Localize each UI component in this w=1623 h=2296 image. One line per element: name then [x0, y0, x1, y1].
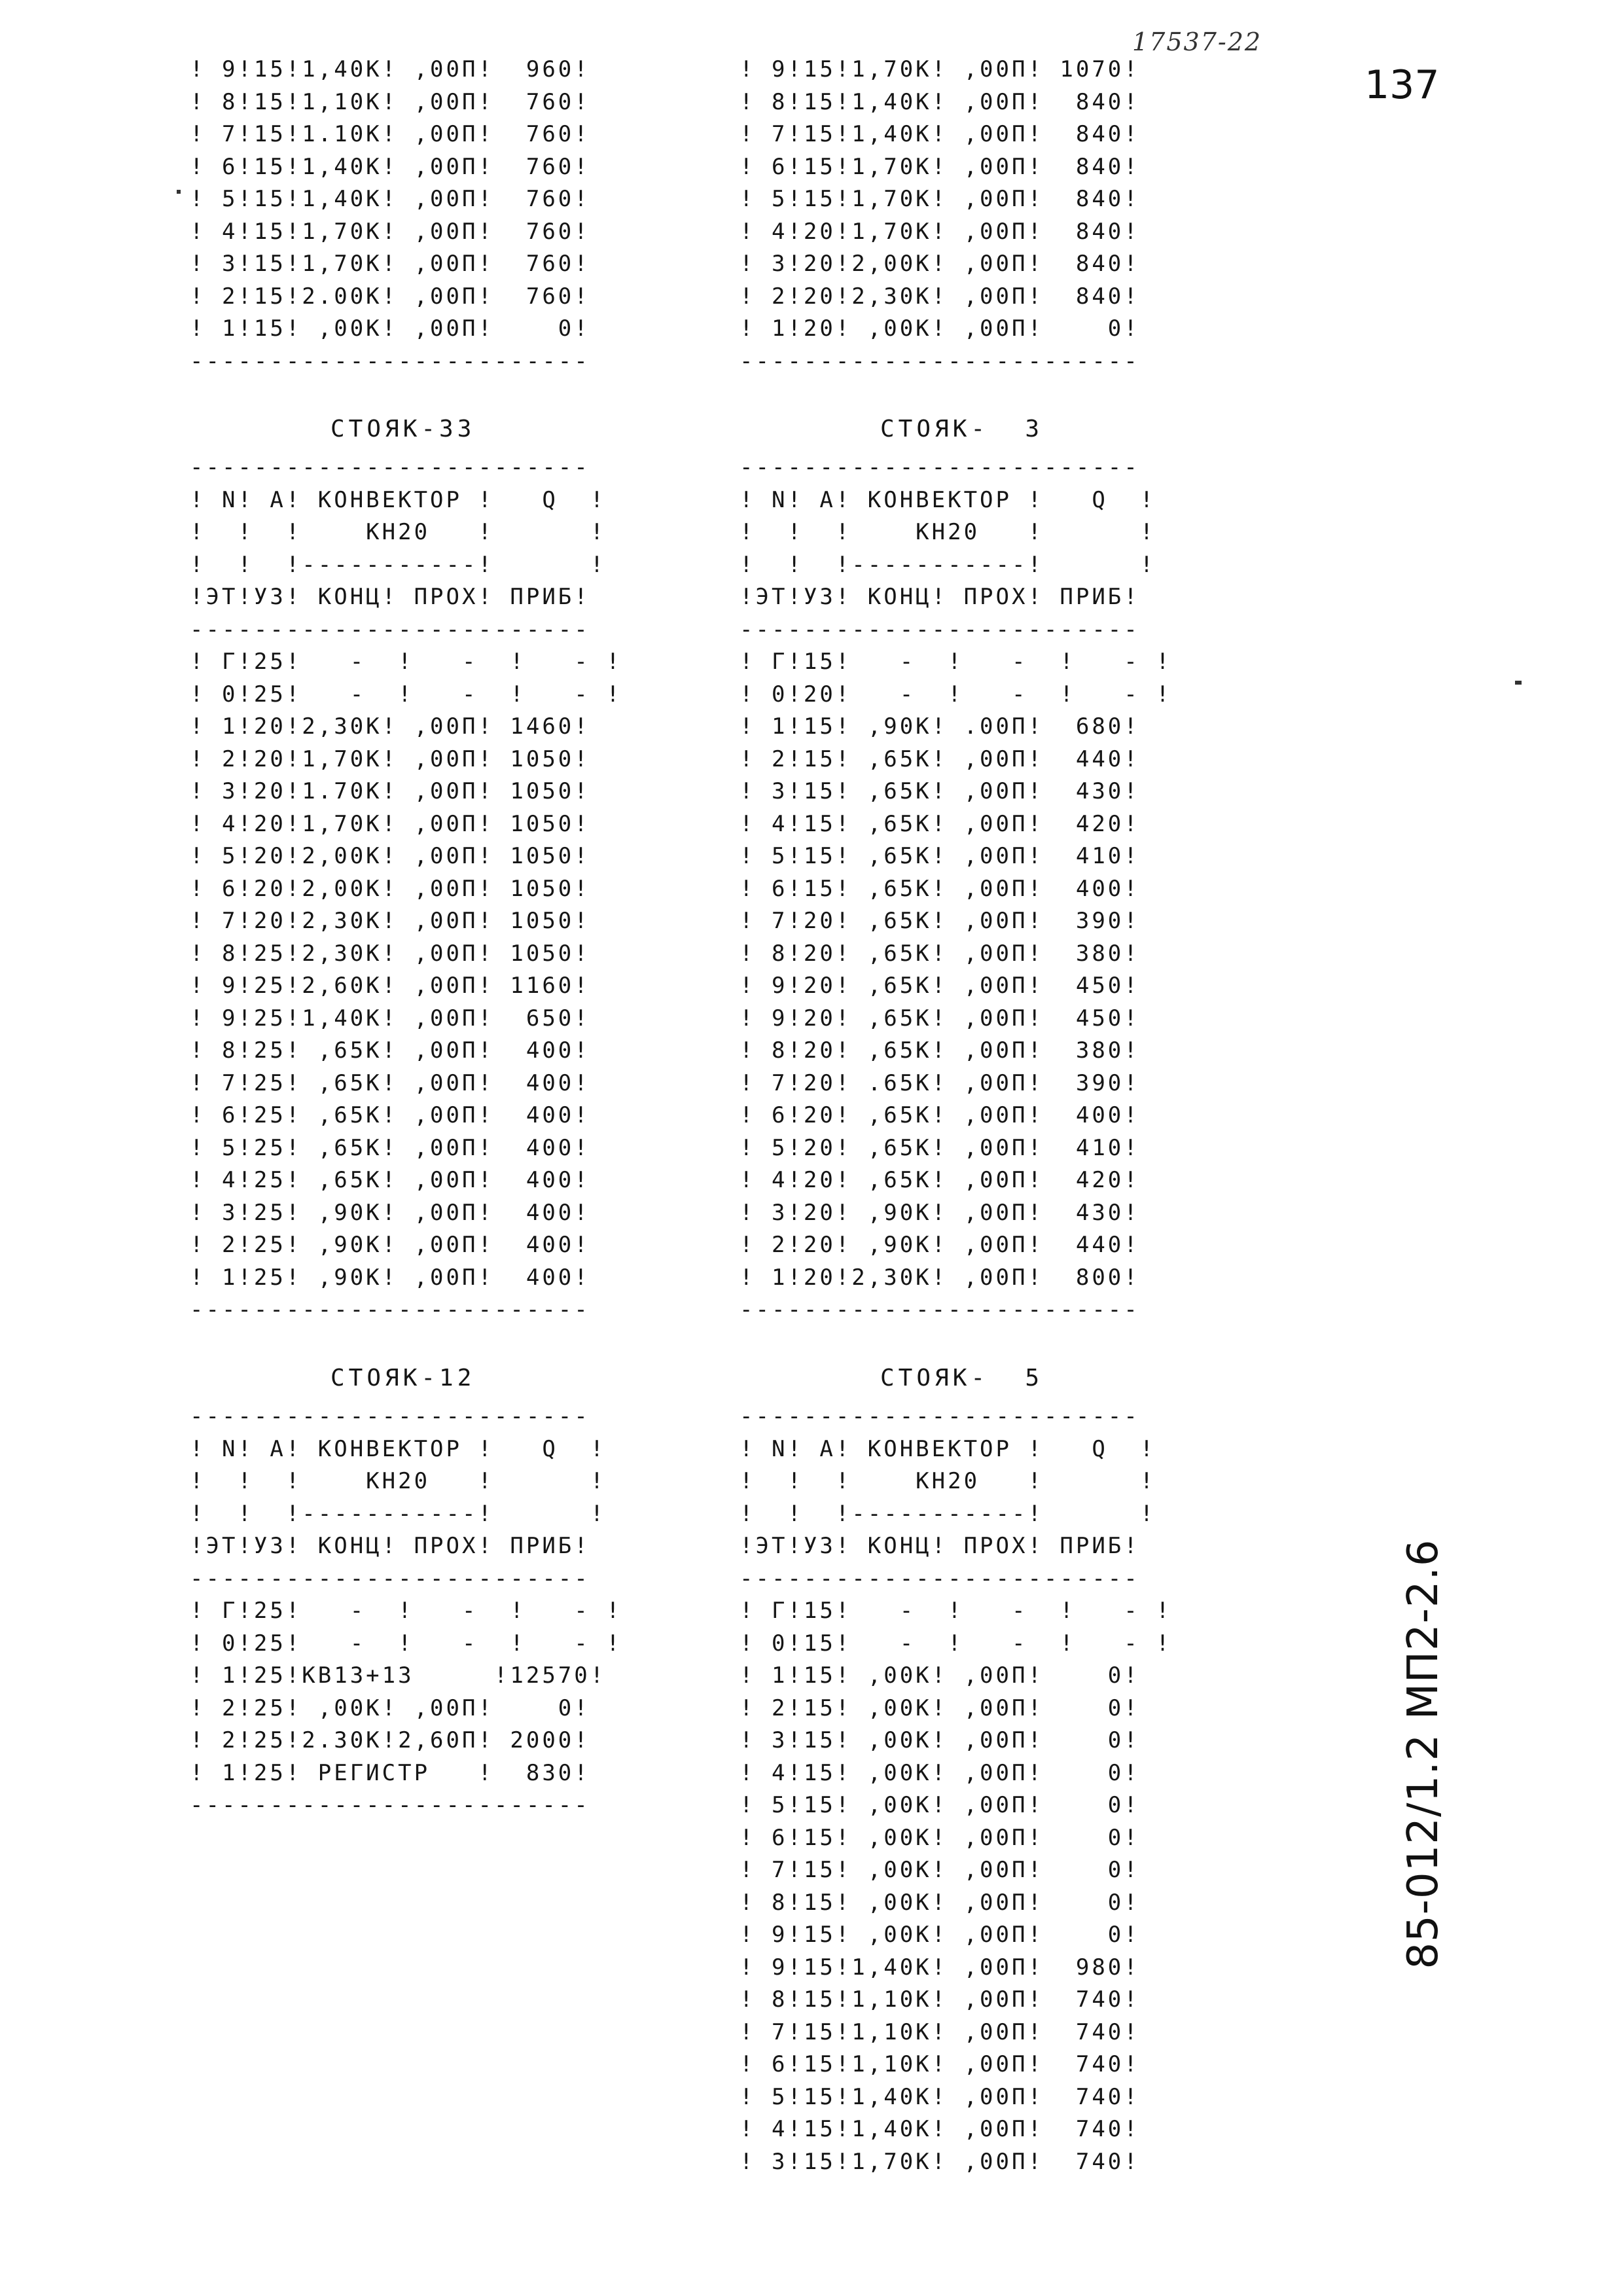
side-document-code: 85-012/1.2 МП2-2.6 — [1399, 1539, 1448, 1969]
table-top-left-continuation: ! 9!15!1,40К! ,00П! 960! ! 8!15!1,10К! ,00П! 760! ! 7!15!1.10К! ,00П! 760! ! 6!15!1,40К! ,00П! 760! ! 5!15!1,40К! ,00П! 760! ! 4!15!1,70К! ,00П! 760! ! 3!15!1,70К! ,00П! 760! ! 2!15!2.00К! ,00П! 760! ! 1!15! ,00К! ,00П! 0! ------------------------- — [190, 56, 590, 374]
riser-12-title: СТОЯК-12 — [330, 1365, 476, 1391]
riser-5-table: ------------------------- ! N! А! КОНВЕКТОР ! Q ! ! ! ! КН20 ! ! ! ! !-----------! ! !ЭТ!УЗ! КОНЦ! ПРОХ! ПРИБ! ------------------------- ! Г!15! - ! - ! - ! ! 0!15! - ! - ! - ! ! 1!15! ,00К! ,00П! 0! ! 2!15! ,00К! ,00П! 0! ! 3!15! ,00К! ,00П! 0! ! 4!15! ,00К! ,00П! 0! ! 5!15! ,00К! ,00П! 0! ! 6!15! ,00К! ,00П! 0! ! 7!15! ,00К! ,00П! 0! ! 8!15! ,00К! ,00П! 0! ! 9!15! ,00К! ,00П! 0! ! 9!15!1,40К! ,00П! 980! ! 8!15!1,10К! ,00П! 740! ! 7!15!1,10К! ,00П! 740! ! 6!15!1,10К! ,00П! 740! ! 5!15!1,40К! ,00П! 740! ! 4!15!1,40К! ,00П! 740! ! 3!15!1,70К! ,00П! 740! — [740, 1403, 1172, 2175]
stray-mark — [177, 190, 181, 194]
riser-3-table: ------------------------- ! N! А! КОНВЕКТОР ! Q ! ! ! ! КН20 ! ! ! ! !-----------! ! !ЭТ!УЗ! КОНЦ! ПРОХ! ПРИБ! ------------------------- ! Г!15! - ! - ! - ! ! 0!20! - ! - ! - ! ! 1!15! ,90К! .00П! 680! ! 2!15! ,65К! ,00П! 440! ! 3!15! ,65К! ,00П! 430! ! 4!15! ,65К! ,00П! 420! ! 5!15! ,65К! ,00П! 410! ! 6!15! ,65К! ,00П! 400! ! 7!20! ,65К! ,00П! 390! ! 8!20! ,65К! ,00П! 380! ! 9!20! ,65К! ,00П! 450! ! 9!20! ,65К! ,00П! 450! ! 8!20! ,65К! ,00П! 380! ! 7!20! .65К! ,00П! 390! ! 6!20! ,65К! ,00П! 400! ! 5!20! ,65К! ,00П! 410! ! 4!20! ,65К! ,00П! 420! ! 3!20! ,90К! ,00П! 430! ! 2!20! ,90К! ,00П! 440! ! 1!20!2,30К! ,00П! 800! ------------------------- — [740, 454, 1172, 1323]
riser-33-title: СТОЯК-33 — [330, 416, 476, 442]
table-top-right-continuation: ! 9!15!1,70К! ,00П! 1070! ! 8!15!1,40К! ,00П! 840! ! 7!15!1,40К! ,00П! 840! ! 6!15!1,70К! ,00П! 840! ! 5!15!1,70К! ,00П! 840! ! 4!20!1,70К! ,00П! 840! ! 3!20!2,00К! ,00П! 840! ! 2!20!2,30К! ,00П! 840! ! 1!20! ,00К! ,00П! 0! ------------------------- — [740, 56, 1140, 374]
riser-3-title: СТОЯК- 3 — [880, 416, 1044, 442]
riser-5-title: СТОЯК- 5 — [880, 1365, 1044, 1391]
corner-note: 17537-22 — [1132, 27, 1262, 56]
stray-mark — [1515, 681, 1522, 685]
page-number: 137 — [1364, 62, 1440, 108]
riser-33-table: ------------------------- ! N! А! КОНВЕКТОР ! Q ! ! ! ! КН20 ! ! ! ! !-----------! ! !ЭТ!УЗ! КОНЦ! ПРОХ! ПРИБ! ------------------------- ! Г!25! - ! - ! - ! ! 0!25! - ! - ! - ! ! 1!20!2,30К! ,00П! 1460! ! 2!20!1,70К! ,00П! 1050! ! 3!20!1.70К! ,00П! 1050! ! 4!20!1,70К! ,00П! 1050! ! 5!20!2,00К! ,00П! 1050! ! 6!20!2,00К! ,00П! 1050! ! 7!20!2,30К! ,00П! 1050! ! 8!25!2,30К! ,00П! 1050! ! 9!25!2,60К! ,00П! 1160! ! 9!25!1,40К! ,00П! 650! ! 8!25! ,65К! ,00П! 400! ! 7!25! ,65К! ,00П! 400! ! 6!25! ,65К! ,00П! 400! ! 5!25! ,65К! ,00П! 400! ! 4!25! ,65К! ,00П! 400! ! 3!25! ,90К! ,00П! 400! ! 2!25! ,90К! ,00П! 400! ! 1!25! ,90К! ,00П! 400! ------------------------- — [190, 454, 622, 1323]
riser-12-table: ------------------------- ! N! А! КОНВЕКТОР ! Q ! ! ! ! КН20 ! ! ! ! !-----------! ! !ЭТ!УЗ! КОНЦ! ПРОХ! ПРИБ! ------------------------- ! Г!25! - ! - ! - ! ! 0!25! - ! - ! - ! ! 1!25!КВ13+13 !12570! ! 2!25! ,00К! ,00П! 0! ! 2!25!2.30К!2,60П! 2000! ! 1!25! РЕГИСТР ! 830! ------------------------- — [190, 1403, 622, 1818]
